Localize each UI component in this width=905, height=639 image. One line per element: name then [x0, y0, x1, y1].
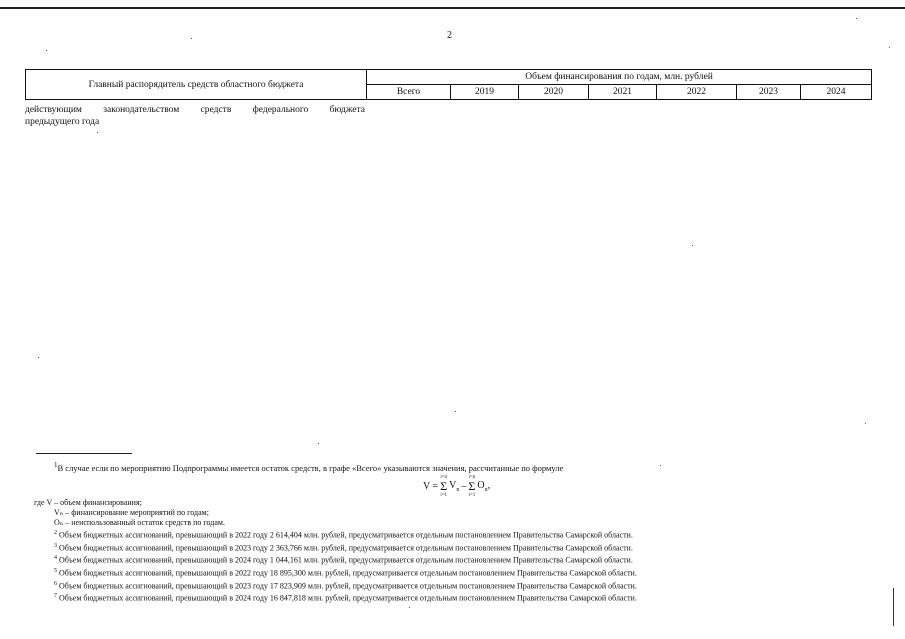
note-4 [34, 553, 637, 566]
term-1-sub: n [456, 487, 460, 493]
note-4-text: Объем бюджетных ассигнований, превышающий в 2024 году 1 044,161 млн. рублей, предусматривается отдельным постановлением Правительства Самарской области. [59, 555, 633, 565]
formula-lhs: V = [423, 481, 439, 492]
financing-by-year-header: Объем финансирования по годам, млн. рублей [367, 70, 872, 85]
col-2024: 2024 [801, 85, 872, 100]
financing-table [25, 69, 872, 100]
note-6 [34, 579, 637, 592]
scan-speck [660, 465, 661, 466]
definitions-block [34, 498, 637, 604]
col-2022: 2022 [657, 85, 737, 100]
scan-edge-mark [893, 588, 894, 626]
term-1-var: V [449, 480, 457, 491]
scan-speck [856, 18, 857, 19]
main-budget-manager-header: Главный распорядитель средств областного бюджета [26, 70, 367, 100]
top-border-line [0, 7, 905, 9]
scan-speck [692, 245, 693, 246]
note-3-text: Объем бюджетных ассигнований, превышающий в 2023 году 2 363,766 млн. рублей, предусматривается отдельным постановлением Правительства Самарской области. [59, 543, 633, 553]
def-on: Оₙ – неиспользованный остаток средств по годам. [54, 518, 225, 527]
scan-speck [318, 443, 319, 444]
note-5-text: Объем бюджетных ассигнований, превышающий в 2022 году 18 895,300 млн. рублей, предусматривается отдельным постановлением Правительства Самарской области. [59, 568, 637, 578]
def-vn: Vₙ – финансирование мероприятий по годам; [54, 508, 209, 517]
scan-speck [191, 38, 192, 39]
sum-2-lower-limit: i=1 [468, 493, 476, 498]
formula-term-2 [477, 480, 490, 493]
sigma-icon: Σ [440, 479, 448, 493]
note-7-mark: 7 [54, 593, 57, 600]
continuation-text [25, 104, 365, 128]
term-2-sub: n [484, 487, 488, 493]
sum-symbol-1 [440, 474, 447, 499]
term-2-var: O [477, 480, 485, 491]
def-v: где V – объем финансирования; [34, 498, 142, 507]
sum-1-upper-limit: i=n [440, 475, 448, 480]
continuation-line-2: предыдущего года [25, 117, 100, 127]
scan-speck [38, 357, 39, 358]
sigma-icon: Σ [468, 479, 476, 493]
note-4-mark: 4 [54, 555, 57, 562]
formula-end: , [487, 480, 491, 491]
scan-speck [97, 132, 98, 133]
note-6-text: Объем бюджетных ассигнований, превышающий в 2023 году 17 823,909 млн. рублей, предусматривается отдельным постановлением Правительства Самарской области. [59, 581, 637, 591]
sum-2-upper-limit: i=n [468, 475, 476, 480]
scan-speck [409, 607, 410, 608]
col-2019: 2019 [451, 85, 519, 100]
page-number: 2 [447, 30, 452, 41]
continuation-line-1: действующим законодательством средств федерального бюджета [25, 105, 365, 115]
note-2-mark: 2 [54, 530, 57, 536]
note-7 [34, 591, 637, 604]
note-3-mark: 3 [54, 542, 57, 549]
sum-1-lower-limit: i=1 [440, 493, 448, 498]
formula-minus: – [461, 481, 467, 492]
footnote-1-mark: 1 [54, 461, 58, 469]
col-2021: 2021 [589, 85, 657, 100]
note-5 [34, 566, 637, 579]
scan-speck [865, 423, 866, 424]
note-2 [34, 528, 637, 541]
footnote-separator [36, 453, 132, 454]
note-6-mark: 6 [54, 580, 57, 587]
sum-symbol-2 [468, 474, 475, 499]
note-2-text: Объем бюджетных ассигнований, превышающий в 2022 году 2 614,404 млн. рублей, предусматривается отдельным постановлением Правительства Самарской области. [59, 530, 633, 540]
footnote-1 [54, 461, 563, 473]
note-7-text: Объем бюджетных ассигнований, превышающий в 2024 году 16 847,818 млн. рублей, предусматривается отдельным постановлением Правительства Самарской области. [59, 593, 637, 603]
formula [423, 474, 490, 499]
col-total: Всего [367, 85, 451, 100]
col-2020: 2020 [519, 85, 589, 100]
scan-speck [889, 47, 890, 48]
scan-speck [455, 411, 456, 412]
footnote-1-text: В случае если по мероприятию Подпрограммы имеется остаток средств, в графе «Всего» указываются значения, рассчитанные по формуле [57, 462, 564, 473]
note-5-mark: 5 [54, 567, 57, 574]
formula-term-1 [449, 480, 459, 493]
scan-speck [46, 50, 47, 51]
col-2023: 2023 [737, 85, 801, 100]
note-3 [34, 541, 637, 554]
